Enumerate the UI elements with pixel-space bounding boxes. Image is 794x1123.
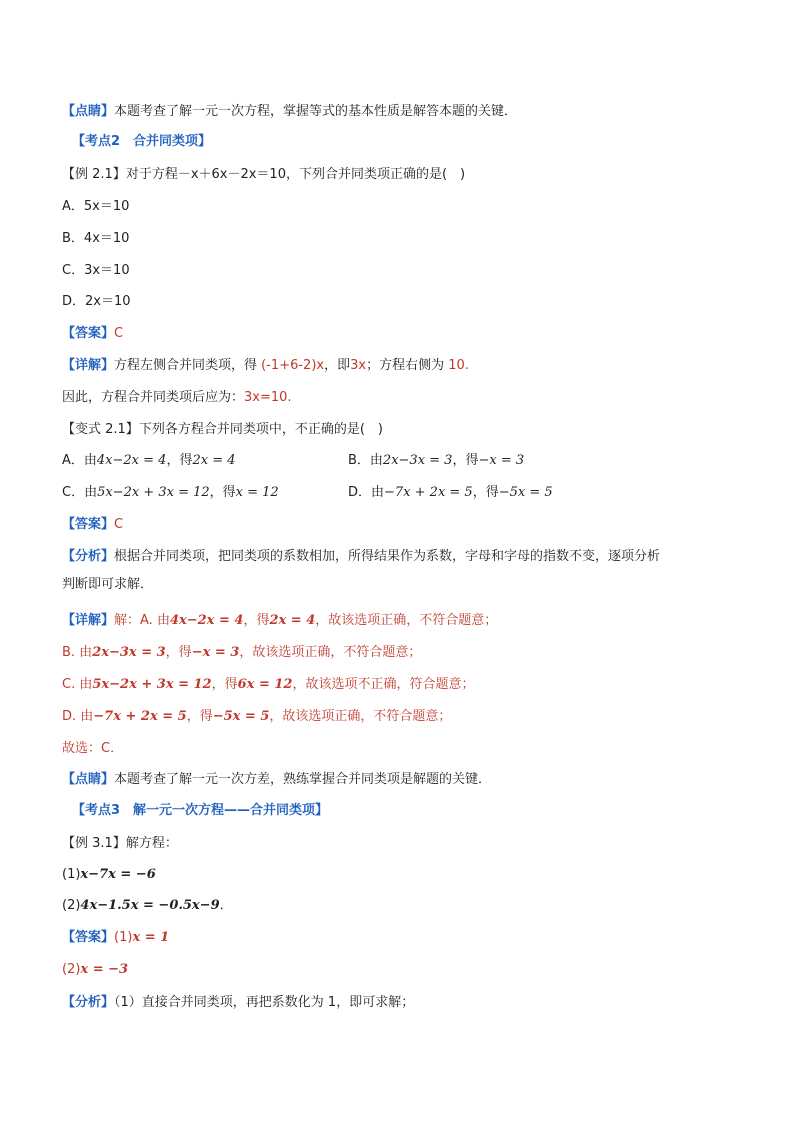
example-3-1-question: 【例 3.1】解方程： [62,836,178,851]
tag-dianjing: 【点睛】 [62,104,115,119]
analysis-line-1a: 【分析】根据合并同类项，把同类项的系数相加，所得结果作为系数，字母和字母的指数不变，逐项分析 [62,549,661,564]
therefore-line: 因此，方程合并同类项后应为：3x=10. [62,390,292,405]
variant-2-1-question: 【变式 2.1】下列各方程合并同类项中，不正确的是( ) [62,422,383,437]
variant-option-a: A．由4x−2x = 4，得2x = 4 [62,453,236,468]
detail-line-1: 【详解】方程左侧合并同类项，得 (-1+6-2)x，即3x；方程右侧为 10. [62,358,469,373]
variant-option-d: D．由−7x + 2x = 5，得−5x = 5 [348,485,553,500]
example-2-1-question: 【例 2.1】对于方程－x＋6x－2x＝10，下列合并同类项正确的是( ) [62,167,466,182]
answer-line-3: 【答案】(1)x = 1 [62,930,170,945]
variant-option-b: B．由2x−3x = 3，得−x = 3 [348,453,525,468]
variant-option-c: C．由5x−2x + 3x = 12，得x = 12 [62,485,279,500]
option-b: B．4x＝10 [62,231,130,246]
section-heading-kaodian-3: 【考点3 解一元一次方程——合并同类项】 [72,803,329,818]
option-c: C．3x＝10 [62,263,130,278]
section-heading-kaodian-2: 【考点2 合并同类项】 [72,134,212,149]
option-a: A．5x＝10 [62,199,130,214]
analysis-line-1b: 判断即可求解． [62,577,154,592]
equation-2: (2)4x−1.5x = −0.5x−9． [62,898,233,913]
answer-line-2: 【答案】C [62,517,124,532]
detail-line-a: 【详解】解：A. 由4x−2x = 4，得2x = 4，故该选项正确，不符合题意； [62,613,498,628]
choose-line: 故选：C． [62,741,124,756]
equation-1: (1)x−7x = −6 [62,867,156,882]
answer-line-1: 【答案】C [62,326,124,341]
detail-line-b: B. 由2x−3x = 3，得−x = 3，故该选项正确，不符合题意； [62,645,422,660]
detail-line-c: C. 由5x−2x + 3x = 12，得6x = 12，故该选项不正确，符合题意； [62,677,475,692]
dianjing-line-1: 【点睛】本题考查了解一元一次方程，掌握等式的基本性质是解答本题的关键． [62,104,518,119]
dianjing-line-2: 【点睛】本题考查了解一元一次方差，熟练掌握合并同类项是解题的关键． [62,772,492,787]
analysis-line-2: 【分析】（1）直接合并同类项，再把系数化为 1，即可求解； [62,995,415,1010]
answer-line-3b: (2)x = −3 [62,962,129,977]
detail-line-d: D. 由−7x + 2x = 5，得−5x = 5，故该选项正确，不符合题意； [62,709,452,724]
option-d: D．2x＝10 [62,294,131,309]
